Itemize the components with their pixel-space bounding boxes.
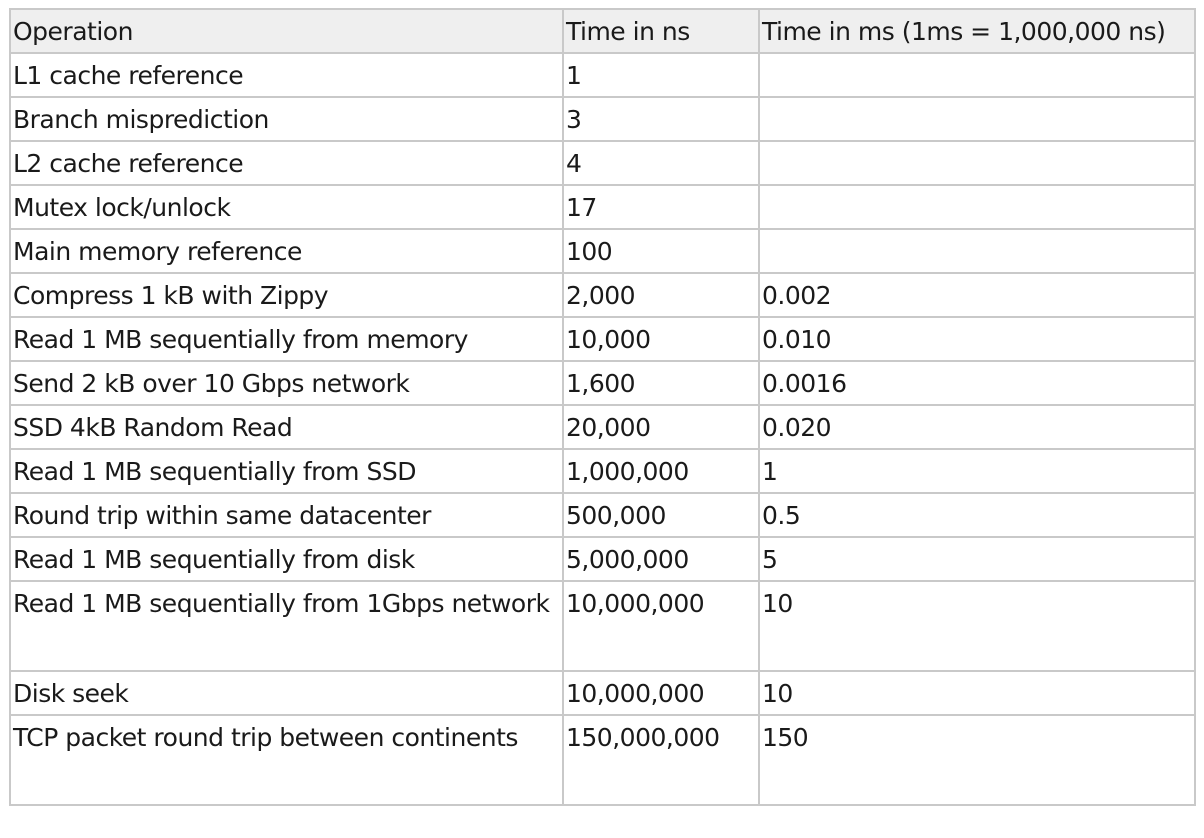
operation-cell: Round trip within same datacenter xyxy=(10,493,563,537)
operation-cell: Main memory reference xyxy=(10,229,563,273)
table-row xyxy=(10,229,1195,273)
time-ms-cell: 0.010 xyxy=(759,317,1195,361)
table-body xyxy=(10,53,1195,805)
operation-cell: Read 1 MB sequentially from SSD xyxy=(10,449,563,493)
time-ms-cell xyxy=(759,97,1195,141)
operation-cell: SSD 4kB Random Read xyxy=(10,405,563,449)
time-ns-cell: 3 xyxy=(563,97,759,141)
table-row xyxy=(10,537,1195,581)
operation-cell: L2 cache reference xyxy=(10,141,563,185)
time-ms-cell: 150 xyxy=(759,715,1195,805)
time-ms-cell xyxy=(759,185,1195,229)
time-ns-cell: 100 xyxy=(563,229,759,273)
latency-table xyxy=(9,8,1196,806)
time-ns-cell: 10,000,000 xyxy=(563,671,759,715)
time-ms-cell: 10 xyxy=(759,671,1195,715)
table-row xyxy=(10,715,1195,805)
time-ms-cell: 5 xyxy=(759,537,1195,581)
time-ns-cell: 17 xyxy=(563,185,759,229)
time-ns-cell: 10,000,000 xyxy=(563,581,759,671)
time-ns-cell: 1 xyxy=(563,53,759,97)
time-ns-cell: 5,000,000 xyxy=(563,537,759,581)
table-row xyxy=(10,97,1195,141)
operation-cell: L1 cache reference xyxy=(10,53,563,97)
table-header xyxy=(10,9,1195,53)
operation-cell: Read 1 MB sequentially from 1Gbps network xyxy=(10,581,563,671)
operation-cell: Read 1 MB sequentially from disk xyxy=(10,537,563,581)
table-row xyxy=(10,273,1195,317)
time-ns-cell: 500,000 xyxy=(563,493,759,537)
operation-cell: TCP packet round trip between continents xyxy=(10,715,563,805)
table-row xyxy=(10,141,1195,185)
time-ms-cell xyxy=(759,229,1195,273)
operation-cell: Send 2 kB over 10 Gbps network xyxy=(10,361,563,405)
header-operation: Operation xyxy=(10,9,563,53)
time-ns-cell: 1,600 xyxy=(563,361,759,405)
time-ns-cell: 20,000 xyxy=(563,405,759,449)
table-row xyxy=(10,361,1195,405)
time-ns-cell: 10,000 xyxy=(563,317,759,361)
table-row xyxy=(10,581,1195,671)
time-ms-cell: 0.5 xyxy=(759,493,1195,537)
time-ns-cell: 1,000,000 xyxy=(563,449,759,493)
time-ns-cell: 4 xyxy=(563,141,759,185)
time-ms-cell xyxy=(759,53,1195,97)
operation-cell: Disk seek xyxy=(10,671,563,715)
time-ns-cell: 150,000,000 xyxy=(563,715,759,805)
operation-cell: Branch misprediction xyxy=(10,97,563,141)
time-ms-cell xyxy=(759,141,1195,185)
header-time-ms: Time in ms (1ms = 1,000,000 ns) xyxy=(759,9,1195,53)
operation-cell: Compress 1 kB with Zippy xyxy=(10,273,563,317)
time-ms-cell: 10 xyxy=(759,581,1195,671)
time-ms-cell: 0.0016 xyxy=(759,361,1195,405)
table-row xyxy=(10,449,1195,493)
table-row xyxy=(10,405,1195,449)
time-ms-cell: 1 xyxy=(759,449,1195,493)
latency-table-container xyxy=(9,8,1196,806)
header-row xyxy=(10,9,1195,53)
time-ms-cell: 0.002 xyxy=(759,273,1195,317)
table-row xyxy=(10,317,1195,361)
table-row xyxy=(10,671,1195,715)
time-ns-cell: 2,000 xyxy=(563,273,759,317)
table-row xyxy=(10,53,1195,97)
table-row xyxy=(10,185,1195,229)
operation-cell: Read 1 MB sequentially from memory xyxy=(10,317,563,361)
header-time-ns: Time in ns xyxy=(563,9,759,53)
time-ms-cell: 0.020 xyxy=(759,405,1195,449)
operation-cell: Mutex lock/unlock xyxy=(10,185,563,229)
table-row xyxy=(10,493,1195,537)
